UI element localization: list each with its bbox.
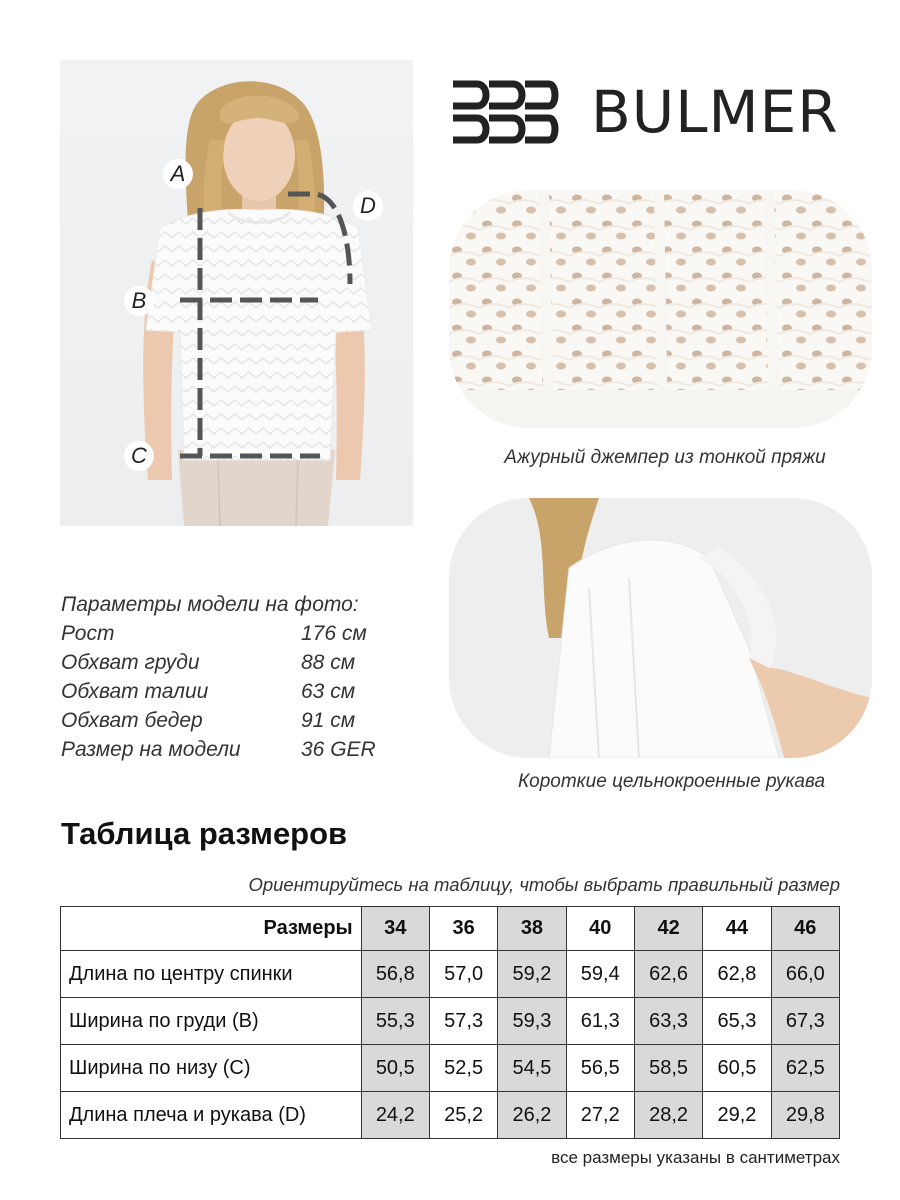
table-row [61,1045,840,1092]
knit-texture-illustration [449,190,872,428]
table-cell: 59,4 [566,951,634,998]
model-params-title: Параметры модели на фото: [61,593,359,616]
table-cell: 28,2 [634,1092,702,1139]
measure-label-a: A [163,159,193,189]
size-header-cell: 44 [703,907,771,951]
table-cell: 59,3 [498,998,566,1045]
size-header-cell: 46 [771,907,839,951]
sleeve-caption: Короткие цельнокроенные рукава [517,771,826,792]
model-param-row [61,706,359,735]
table-cell: 29,8 [771,1092,839,1139]
table-cell: 58,5 [634,1045,702,1092]
table-cell: 62,5 [771,1045,839,1092]
model-params [61,590,376,764]
param-value: 63 см [301,680,356,703]
knit-detail-photo [449,190,872,428]
param-value: 91 см [301,709,356,732]
table-row [61,1092,840,1139]
model-param-row [61,619,367,648]
table-cell: 56,5 [566,1045,634,1092]
measure-label-d: D [353,191,383,221]
model-illustration [60,60,413,526]
size-table-header-row [61,907,840,951]
param-label: Размер на модели [61,738,241,761]
sleeve-illustration [449,498,872,758]
table-cell: 54,5 [498,1045,566,1092]
table-cell: 25,2 [429,1092,497,1139]
param-label: Обхват бедер [61,709,203,732]
param-label: Рост [61,622,115,645]
table-cell: 52,5 [429,1045,497,1092]
size-table-note: все размеры указаны в сантиметрах [551,1148,840,1167]
row-label: Длина по центру спинки [61,951,362,998]
brand-logo-icon [449,76,559,148]
size-header-label: Размеры [61,907,362,951]
table-cell: 24,2 [361,1092,429,1139]
table-cell: 27,2 [566,1092,634,1139]
param-value: 88 см [301,651,356,674]
model-photo [60,60,413,526]
table-row [61,998,840,1045]
table-row [61,951,840,998]
table-cell: 62,8 [703,951,771,998]
param-label: Обхват талии [61,680,209,703]
table-cell: 65,3 [703,998,771,1045]
table-cell: 57,0 [429,951,497,998]
table-cell: 50,5 [361,1045,429,1092]
param-value: 176 см [301,622,367,645]
table-cell: 62,6 [634,951,702,998]
size-table [60,906,840,1139]
knit-caption: Ажурный джемпер из тонкой пряжи [504,447,826,468]
row-label: Ширина по груди (В) [61,998,362,1045]
param-value: 36 GER [301,738,376,761]
measure-label-c: C [124,441,154,471]
model-param-row [61,735,376,764]
size-header-cell: 34 [361,907,429,951]
table-cell: 55,3 [361,998,429,1045]
table-cell: 67,3 [771,998,839,1045]
brand-name: BULMER [591,78,839,146]
table-cell: 66,0 [771,951,839,998]
size-table-hint: Ориентируйтесь на таблицу, чтобы выбрать правильный размер [248,874,840,895]
table-cell: 59,2 [498,951,566,998]
measure-label-b: B [124,286,154,316]
table-cell: 26,2 [498,1092,566,1139]
size-header-cell: 36 [429,907,497,951]
model-param-row [61,677,359,706]
table-cell: 63,3 [634,998,702,1045]
table-cell: 60,5 [703,1045,771,1092]
size-header-cell: 38 [498,907,566,951]
model-param-row [61,648,359,677]
row-label: Ширина по низу (С) [61,1045,362,1092]
size-header-cell: 40 [566,907,634,951]
table-cell: 61,3 [566,998,634,1045]
size-header-cell: 42 [634,907,702,951]
table-cell: 29,2 [703,1092,771,1139]
size-table-title: Таблица размеров [61,816,348,851]
table-cell: 57,3 [429,998,497,1045]
param-label: Обхват груди [61,651,200,674]
sleeve-detail-photo [449,498,872,758]
table-cell: 56,8 [361,951,429,998]
row-label: Длина плеча и рукава (D) [61,1092,362,1139]
